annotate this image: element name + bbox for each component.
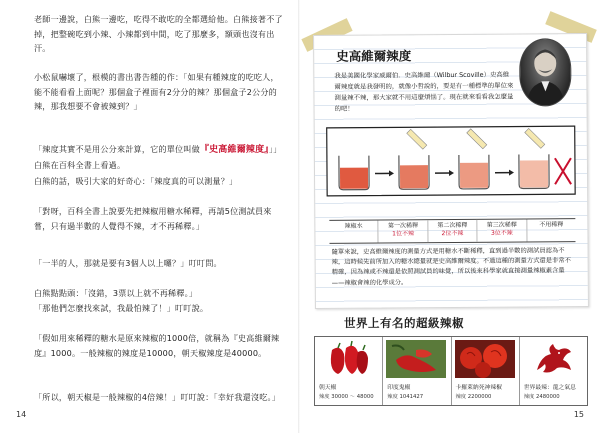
card-title: 史高維爾辣度 — [336, 48, 412, 64]
dilution-diagram — [315, 118, 588, 220]
dilution-step-labels — [329, 218, 575, 244]
step-label: 辣椒水 — [329, 221, 379, 243]
step-label: 第三次稀釋 3位不辣 — [478, 219, 528, 241]
paragraph-4: 白熊的話，吸引大家的好奇心：「辣度真的可以測量？」 — [34, 176, 238, 186]
pepper-card — [452, 337, 520, 405]
section-title: 世界上有名的超級辣椒 — [344, 316, 464, 330]
page-number-left: 14 — [16, 410, 27, 419]
pepper-heat: 辣度 2200000 — [455, 394, 492, 400]
step-label: 不用稀釋 — [539, 221, 564, 229]
red-chili-bunch-icon — [318, 340, 378, 378]
pepper-card — [520, 337, 587, 405]
pepper-heat: 辣度 2480000 — [523, 394, 560, 400]
pepper-card — [315, 337, 383, 405]
step-label: 第二次稀釋 2位不辣 — [428, 220, 478, 242]
pepper-heat: 辣度 1041427 — [387, 394, 424, 400]
pepper-name: 世界最辣：龍之氣息 — [523, 385, 576, 391]
scoville-highlight: 『史高維爾辣度』 — [199, 145, 269, 155]
paragraph-3-tail: 」」白熊在百科全書上看過。 — [34, 144, 282, 170]
pepper-name: 卡羅萊納死神辣椒 — [455, 385, 502, 391]
paragraph-10: 「所以，朝天椒是一般辣椒的4倍辣！」叮叮說：「幸好我還沒吃。」 — [34, 392, 281, 402]
right-page — [300, 0, 600, 433]
card-intro: 我是美國化學家威爾伯．史高維爾（Wilbur Scoville）史高維爾辣度就是我發明的，就像小哲說的，要是有一種標準的單位來測量辣不辣，那大家就不用這麼煩惱了。現在就來看看我怎麼量的吧！ — [334, 70, 514, 113]
dragon-icon — [523, 340, 583, 378]
paragraph-5: 「對呀，百科全書上說要先把辣椒用糖水稀釋，再請5位測試員來嘗，只有過半數的人覺得不辣，才不再稀釋。」 — [34, 206, 272, 231]
paragraph-1: 老師一邊說，白熊一邊吃，吃得不敢吃的全都選給他。白熊接著不了掉，把整碗吃到小辣、小辣都到中間，吃了那麼多，額頭也沒有出汗。 — [34, 14, 283, 53]
paragraph-6: 「一半的人，那就是要有3個人以上囉？」叮叮問。 — [34, 258, 222, 268]
scoville-portrait — [519, 38, 571, 106]
paragraph-2: 小松鼠嚇壞了，根模的書出書告種的作：「如果有種辣度的吃吃人，能不能看看上面呢？那個盒子裡面有2分分的辣？那個盒子2公分的辣，那我想要不會被辣到？」 — [34, 72, 279, 111]
page-number-right: 15 — [573, 410, 584, 419]
carolina-reaper-icon — [455, 340, 515, 378]
paragraph-8: 「那他們怎麼找來試，我最怕辣了！」叮叮說。 — [34, 303, 209, 313]
paragraph-9: 「假如用來稀釋的糖水是原來辣椒的1000倍，就稱為『史高維爾辣度』1000。一般辣椒的辣度是10000，朝天椒辣度是40000。 — [34, 333, 280, 358]
scoville-info-card — [313, 33, 589, 309]
ghost-pepper-icon — [386, 340, 446, 378]
paragraph-7: 白熊點點頭：「沒錯，3票以上就不再稀釋。」 — [34, 288, 198, 298]
paragraph-3 — [34, 142, 286, 172]
pepper-name: 朝天椒 — [319, 385, 337, 391]
step-label: 第一次稀釋 1位不辣 — [379, 220, 429, 242]
pepper-name: 印度鬼椒 — [387, 385, 411, 391]
pepper-heat: 辣度 30000 ～ 48000 — [319, 394, 374, 400]
card-description: 隨單來說，史高維爾辣度的測量方式是用糖水不斷稀釋，直到過半數的測試員認為不辣，這時候先前所加入的糖水總量就是史高維爾辣度。不過這種的測量方式還是非常不精確，因為辣或不辣還是依照測試員的味覺，所以後來科學家就直接測量辣椒素含量——辣椒會辣的化學成分。 — [331, 247, 571, 287]
pepper-gallery — [314, 336, 588, 406]
pepper-card — [383, 337, 451, 405]
paragraph-3-text: 「辣度其實不是用公分來計算，它的單位叫做 — [34, 144, 200, 154]
